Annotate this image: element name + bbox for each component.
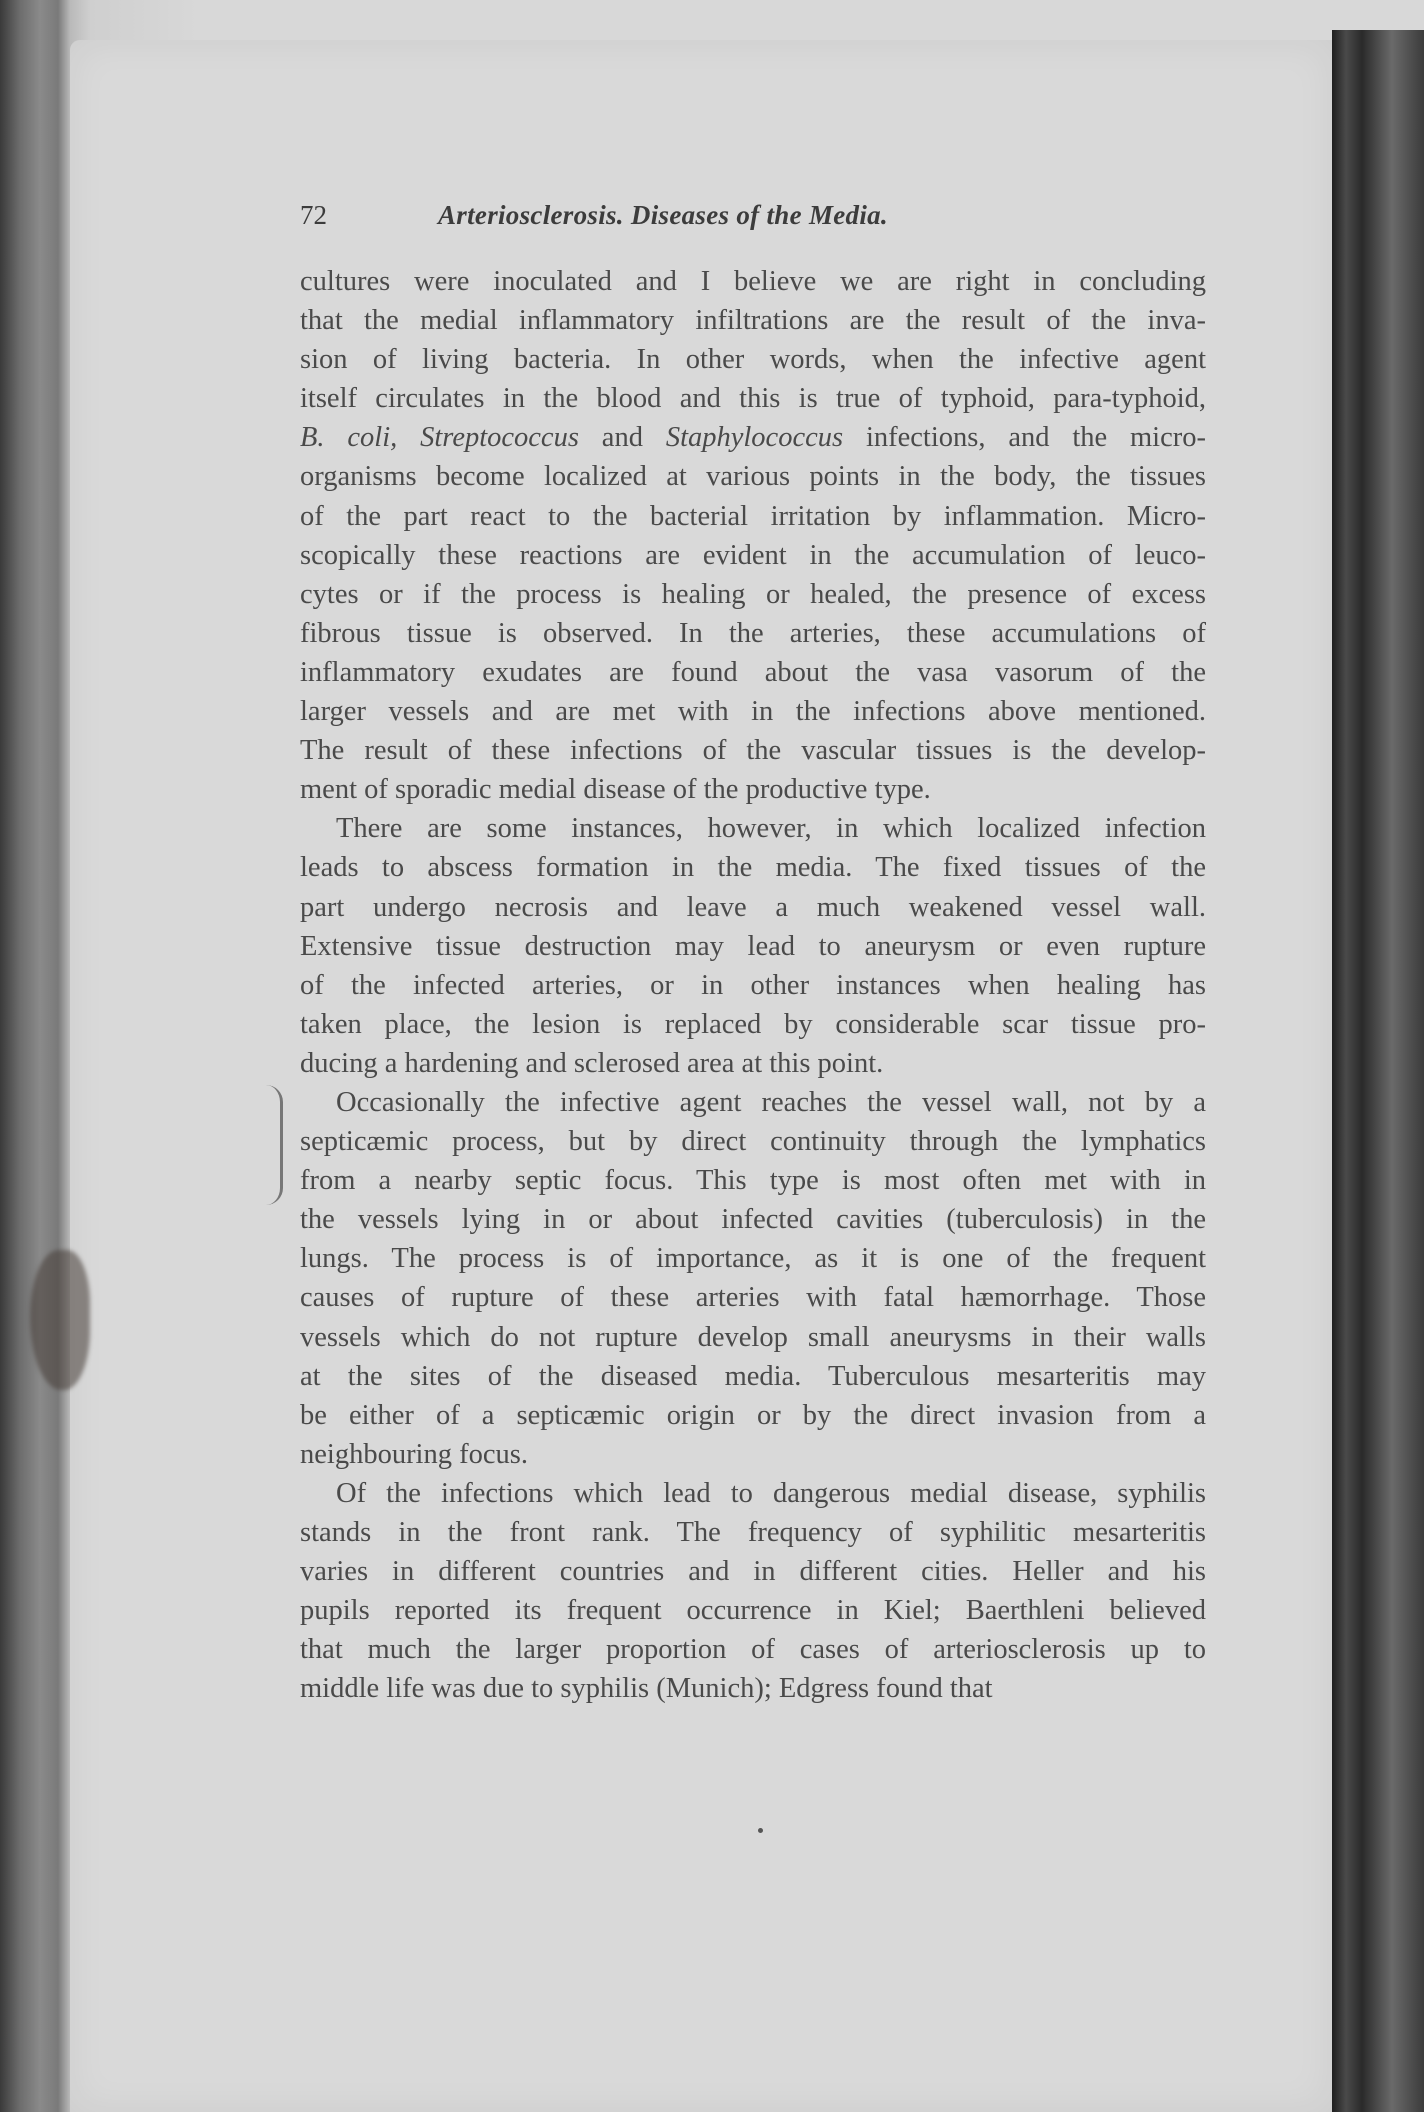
- text-line: leads to abscess formation in the media. The fixed tissues of the: [300, 852, 1206, 884]
- text-line: cultures were inoculated and I believe we are right in concluding: [300, 266, 1206, 297]
- running-title: Arteriosclerosis. Diseases of the Media.: [438, 200, 888, 230]
- text-line: There are some instances, however, in which localized infection: [336, 813, 1206, 845]
- text-line: lungs. The process is of importance, as it is one of the frequent: [300, 1243, 1206, 1275]
- text-line: ment of sporadic medial disease of the productive type.: [300, 774, 931, 806]
- text-line: from a nearby septic focus. This type is most often met with in: [300, 1165, 1206, 1197]
- text-line: cytes or if the process is healing or healed, the presence of excess: [300, 578, 1206, 610]
- page-number: 72: [300, 200, 327, 230]
- text-line: part undergo necrosis and leave a much weakened vessel wall.: [300, 891, 1206, 923]
- text-line: that the medial inflammatory infiltrations are the result of the inva-: [300, 305, 1206, 337]
- paragraph: [300, 1083, 1206, 1474]
- text-line: be either of a septicæmic origin or by the direct invasion from a: [300, 1399, 1206, 1431]
- text-line: causes of rupture of these arteries with fatal hæmorrhage. Those: [300, 1282, 1206, 1314]
- text-line: pupils reported its frequent occurrence in Kiel; Baerthleni believed: [300, 1595, 1206, 1627]
- text-line: itself circulates in the blood and this is true of typhoid, para-typhoid,: [300, 383, 1206, 415]
- text-line: Of the infections which lead to dangerous medial disease, syphilis: [336, 1477, 1206, 1509]
- specks: [758, 1828, 763, 1833]
- text-line: varies in different countries and in different cities. Heller and his: [300, 1556, 1206, 1588]
- margin-pencil-mark: [266, 1085, 283, 1205]
- text-line: sion of living bacteria. In other words, when the infective agent: [300, 344, 1206, 376]
- text-line: the vessels lying in or about infected cavities (tuberculosis) in the: [300, 1204, 1206, 1236]
- running-header: [300, 200, 1206, 240]
- text-line: larger vessels and are met with in the infections above mentioned.: [300, 696, 1206, 728]
- paragraph: [300, 262, 1206, 809]
- text-line: middle life was due to syphilis (Munich); Edgress found that: [300, 1673, 993, 1705]
- text-line: scopically these reactions are evident in the accumulation of leuco-: [300, 539, 1206, 571]
- text-line: taken place, the lesion is replaced by considerable scar tissue pro-: [300, 1008, 1206, 1040]
- text-line: ducing a hardening and sclerosed area at this point.: [300, 1047, 884, 1079]
- paragraph: [300, 809, 1206, 1083]
- text-line: fibrous tissue is observed. In the arteries, these accumulations of: [300, 617, 1206, 649]
- text-line: B. coli, Streptococcus and Staphylococcus infections, and the micro-: [300, 422, 1206, 454]
- text-line: The result of these infections of the vascular tissues is the develop-: [300, 735, 1206, 767]
- text-line: at the sites of the diseased media. Tuberculous mesarteritis may: [300, 1360, 1206, 1392]
- page-edge-shadow: [1332, 30, 1424, 2112]
- text-line: of the part react to the bacterial irritation by inflammation. Micro-: [300, 500, 1206, 532]
- text-line: inflammatory exudates are found about the vasa vasorum of the: [300, 656, 1206, 688]
- text-line: neighbouring focus.: [300, 1438, 528, 1470]
- body-text: [300, 262, 1206, 1708]
- text-line: Extensive tissue destruction may lead to aneurysm or even rupture: [300, 930, 1206, 962]
- text-line: Occasionally the infective agent reaches the vessel wall, not by a: [336, 1086, 1206, 1118]
- text-line: septicæmic process, but by direct continuity through the lymphatics: [300, 1126, 1206, 1158]
- paragraph: [300, 1474, 1206, 1709]
- text-line: stands in the front rank. The frequency of syphilitic mesarteritis: [300, 1517, 1206, 1548]
- text-line: that much the larger proportion of cases of arteriosclerosis up to: [300, 1634, 1206, 1666]
- ink-stain: [30, 1250, 90, 1390]
- text-line: organisms become localized at various points in the body, the tissues: [300, 461, 1206, 493]
- text-line: vessels which do not rupture develop small aneurysms in their walls: [300, 1321, 1206, 1353]
- text-line: of the infected arteries, or in other instances when healing has: [300, 969, 1206, 1001]
